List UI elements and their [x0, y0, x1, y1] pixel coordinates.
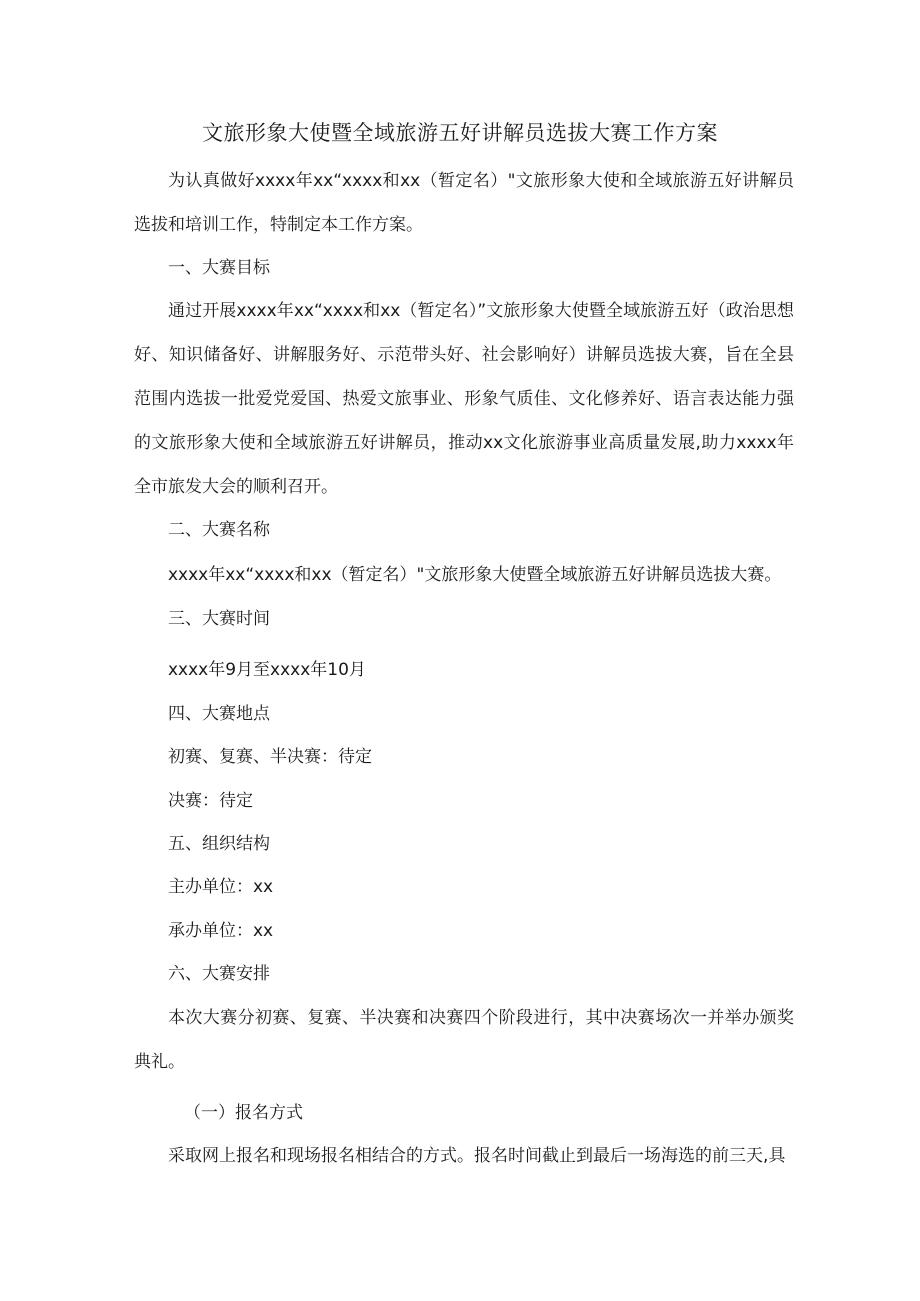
name-paragraph: xxxx年xx“xxxx和xx（暂定名）"文旅形象大使暨全域旅游五好讲解员选拔大赛。 — [168, 565, 782, 585]
time-paragraph: xxxx年9月至xxxx年10月 — [168, 660, 366, 680]
section-heading-venue: 四、大赛地点 — [168, 704, 270, 724]
document-title: 文旅形象大使暨全域旅游五好讲解员选拔大赛工作方案 — [202, 121, 718, 145]
section-heading-goal: 一、大赛目标 — [168, 258, 270, 278]
section-heading-name: 二、大赛名称 — [168, 520, 270, 540]
venue-preliminary: 初赛、复赛、半决赛：待定 — [168, 747, 372, 767]
section-heading-time: 三、大赛时间 — [168, 609, 270, 629]
arrangement-paragraph: 本次大赛分初赛、复赛、半决赛和决赛四个阶段进行，其中决赛场次一并举办颁奖典礼。 — [134, 1008, 794, 1072]
intro-paragraph: 为认真做好xxxx年xx“xxxx和xx（暂定名）"文旅形象大使和全域旅游五好讲解员选拔和培训工作，特制定本工作方案。 — [134, 171, 794, 235]
goal-paragraph: 通过开展xxxx年xx“xxxx和xx（暂定名）”文旅形象大使暨全域旅游五好（政治思想好、知识储备好、讲解服务好、示范带头好、社会影响好）讲解员选拔大赛，旨在全县范围内选拔一批爱党爱国、热爱文旅事业、形象气质佳、文化修养好、语言表达能力强的文旅形象大使和全域旅游五好讲解员，推动xx文化旅游事业高质量发展,助力xxxx年全市旅发大会的顺利召开。 — [134, 301, 794, 497]
organization-host: 主办单位：xx — [168, 877, 274, 897]
registration-paragraph: 采取网上报名和现场报名相结合的方式。报名时间截止到最后一场海选的前三天,具 — [168, 1146, 786, 1166]
section-heading-arrangement: 六、大赛安排 — [168, 964, 270, 984]
venue-final: 决赛：待定 — [168, 791, 253, 811]
section-heading-organization: 五、组织结构 — [168, 834, 270, 854]
organization-organizer: 承办单位：xx — [168, 921, 274, 941]
subsection-heading-registration: （一）报名方式 — [184, 1103, 303, 1123]
